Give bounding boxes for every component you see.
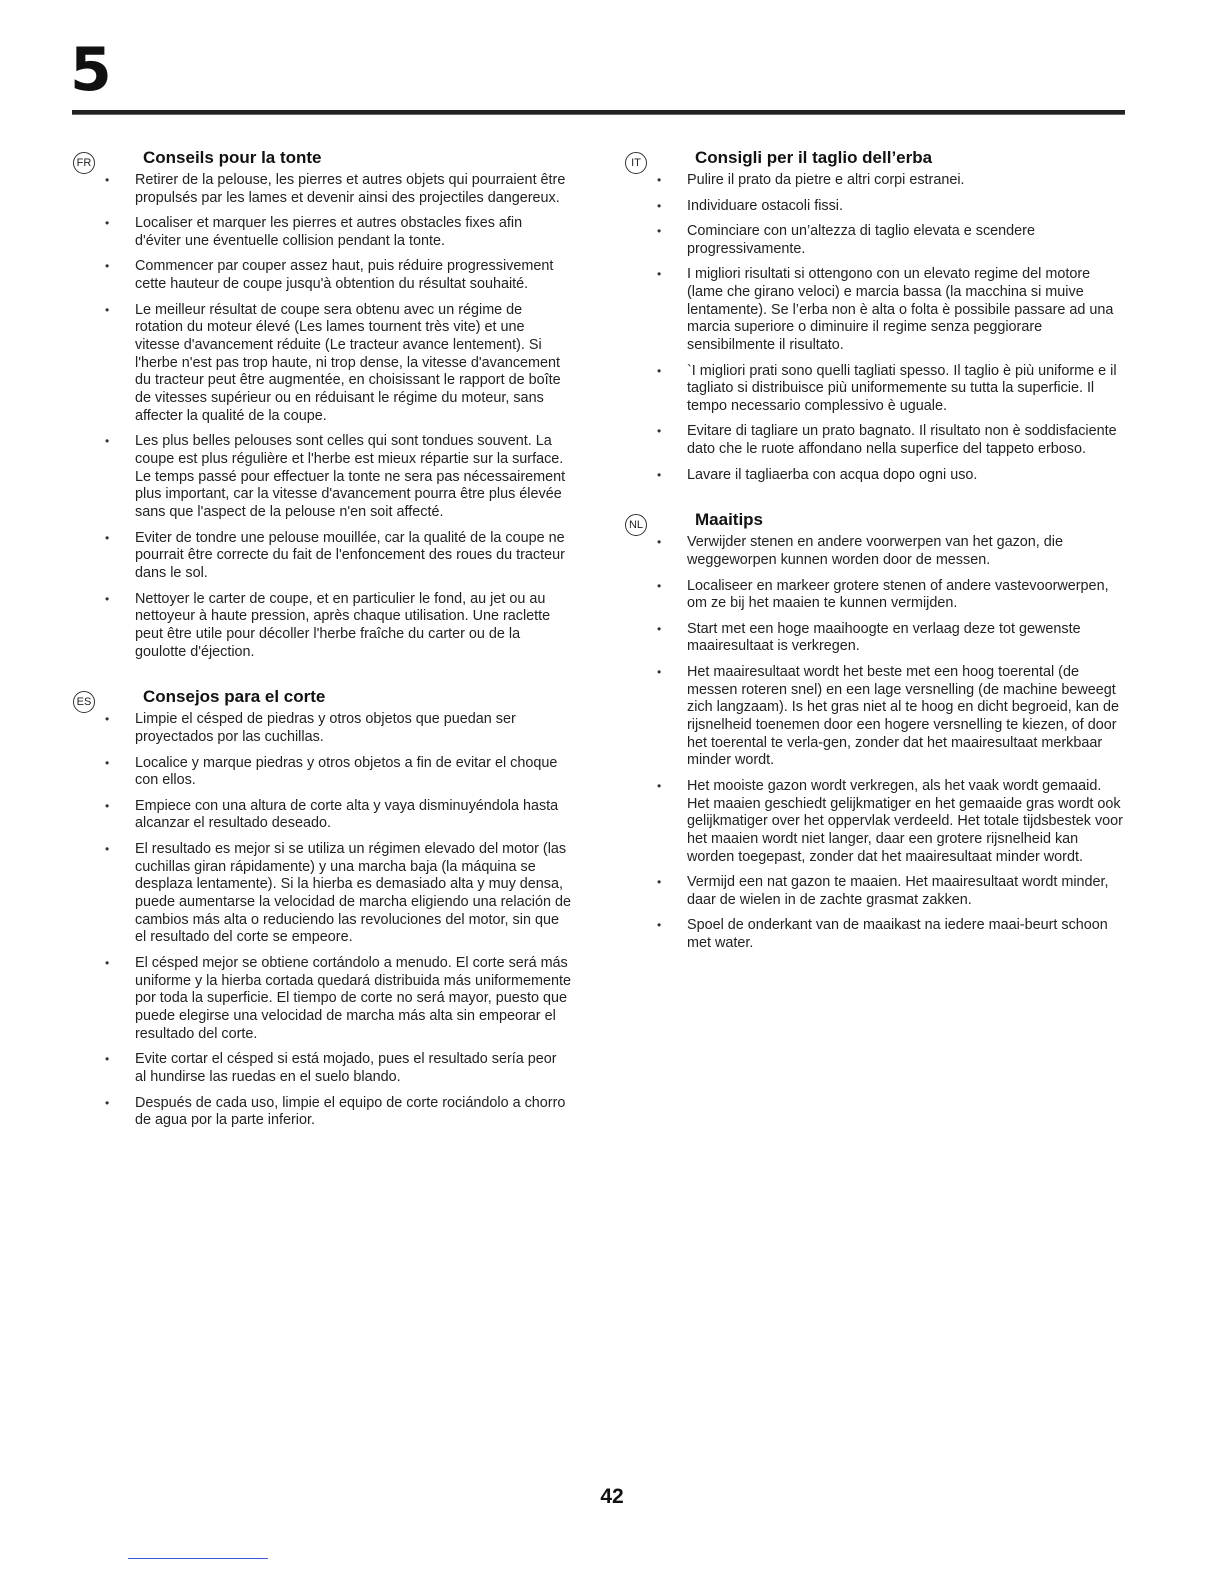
section-nl xyxy=(628,510,1123,953)
bullet-icon: • xyxy=(105,259,110,274)
list-item-text: Het maairesultaat wordt het beste met een hoog toerental (de messen roteren snel) en een lage versnelling (de machine beweegt zich langzaam). Is het gras niet al te hoog en dicht begroeid, kan de rijsnelheid toenemen door een hogere versnelling te kiezen, of door het toerental te verla-gen, zonder dat het maairesultaat merkbaar minder wordt. xyxy=(687,663,1119,769)
bullet-icon: • xyxy=(105,173,110,187)
section-title: Consejos para el corte xyxy=(143,687,326,707)
list-item xyxy=(657,362,1123,416)
section-title: Consigli per il taglio dell’erba xyxy=(695,148,933,167)
footer-rule xyxy=(128,1558,268,1559)
list-item xyxy=(105,433,571,522)
list-item xyxy=(105,590,571,662)
list-item-text: Después de cada uso, limpie el equipo de corte rociándolo a chorro de agua por la parte inferior. xyxy=(135,1094,566,1129)
list-item xyxy=(657,223,1123,258)
list-item-text: Het mooiste gazon wordt verkregen, als het vaak wordt gemaaid. Het maaien geschiedt gelijkmatiger en het gemaaide gras wordt ook gelijkmatiger over het oppervlak verdeeld. Het totale tijdsbestek voor het maaien wordt niet langer, daar een grotere rijsnelheid kan worden toegepast, zonder dat het maairesultaat minder wordt. xyxy=(687,777,1123,865)
list-item-text: Verwijder stenen en andere voorwerpen van het gazon, die weggeworpen kunnen worden door de messen. xyxy=(687,534,1064,569)
list-item xyxy=(105,711,571,746)
list-item xyxy=(657,577,1123,613)
bullet-icon: • xyxy=(105,216,110,231)
bullet-icon: • xyxy=(657,363,662,378)
list-item xyxy=(105,215,571,250)
list-item-text: Eviter de tondre une pelouse mouillée, car la qualité de la coupe ne pourrait être correcte du fait de l'enfoncement des roues du tracteur dans le sol. xyxy=(135,529,565,582)
list-item-text: Vermijd een nat gazon te maaien. Het maairesultaat wordt minder, daar de wielen in de zachte grasmat zakken. xyxy=(687,874,1109,908)
list-item-text: Lavare il tagliaerba con acqua dopo ogni uso. xyxy=(687,466,978,483)
bullet-icon: • xyxy=(105,591,110,606)
list-item-text: Empiece con una altura de corte alta y vaya disminuyéndola hasta alcanzar el resultado deseado. xyxy=(135,797,559,832)
bullet-icon: • xyxy=(657,267,662,282)
section-it xyxy=(631,148,1123,484)
bullet-icon: • xyxy=(657,173,662,187)
left-column xyxy=(76,148,572,1138)
bullet-icon: • xyxy=(105,302,110,317)
bullet-icon: • xyxy=(657,424,662,439)
language-badge-icon: NL xyxy=(625,514,647,536)
bullet-icon: • xyxy=(657,535,662,550)
page-number: 42 xyxy=(600,1485,624,1508)
list-item xyxy=(105,172,571,207)
language-badge-icon: ES xyxy=(73,691,95,713)
bullet-icon: • xyxy=(105,798,110,813)
list-item xyxy=(105,840,572,947)
tips-list xyxy=(105,711,572,1130)
bullet-icon: • xyxy=(657,875,662,890)
bullet-icon: • xyxy=(657,224,662,238)
list-item-text: Le meilleur résultat de coupe sera obtenu avec un régime de rotation du moteur élevé (Les lames tournent très vite) et une vitesse d'avancement réduite (Le tracteur avance lentement). Si l'herbe n'est pas trop haute, ni trop dense, la vitesse d'avancement du tracteur peut être augmentée, en choisissant le rapport de boîte de vitesses supérieur ou en réduisant le régime du moteur, sans affecter la qualité de la coupe. xyxy=(135,301,561,424)
tips-list xyxy=(657,534,1123,953)
bullet-icon: • xyxy=(657,918,662,933)
header-rule xyxy=(72,110,1125,115)
list-item-text: I migliori risultati si ottengono con un elevato regime del motore (lame che girano veloci) e marcia bassa (la macchina si muive lentamente). Se l’erba non è alta o folta è possibile passare ad una marcia superiore o diminuire il regime senza peggiorare sensibilmente il risultato. xyxy=(687,266,1114,354)
list-item xyxy=(105,301,571,426)
list-item xyxy=(657,466,1123,485)
section-fr xyxy=(76,148,571,661)
list-item-text: Cominciare con un’altezza di taglio elevata e scendere progressivamente. xyxy=(687,223,1035,257)
list-item-text: Pulire il prato da pietre e altri corpi estranei. xyxy=(687,172,965,188)
list-item-text: Start met een hoge maaihoogte en verlaag deze tot gewenste maairesultaat is verkregen. xyxy=(687,620,1081,655)
bullet-icon: • xyxy=(105,434,110,449)
list-item xyxy=(657,663,1123,770)
bullet-icon: • xyxy=(105,841,110,856)
bullet-icon: • xyxy=(105,755,110,770)
bullet-icon: • xyxy=(105,530,110,545)
bullet-icon: • xyxy=(657,578,662,593)
list-item-text: Localiser et marquer les pierres et autres obstacles fixes afin d'éviter une éventuelle collision pendant la tonte. xyxy=(135,215,523,249)
list-item-text: Localiseer en markeer grotere stenen of andere vastevoorwerpen, om ze bij het maaien te kunnen vermijden. xyxy=(687,577,1109,612)
bullet-icon: • xyxy=(105,712,110,727)
bullet-icon: • xyxy=(657,621,662,636)
list-item-text: Retirer de la pelouse, les pierres et autres objets qui pourraient être propulsés par les lames et devenir ainsi des projectiles dangereux. xyxy=(135,172,566,206)
tips-list xyxy=(105,172,571,661)
bullet-icon: • xyxy=(657,467,662,482)
list-item-text: El resultado es mejor si se utiliza un régimen elevado del motor (las cuchillas giran rápidamente) y una marcha baja (la máquina se desplaza lentamente). Si la hierba es demasiado alta y muy densa, puede aumentarse la velocidad de marcha eligiendo una relación de cambios más alta o reduciendo las revoluciones del motor, sin que el resultado del corte se empeore. xyxy=(135,840,572,946)
language-badge-icon: IT xyxy=(625,152,647,174)
bullet-icon: • xyxy=(657,778,662,793)
list-item-text: Commencer par couper assez haut, puis réduire progressivement cette hauteur de coupe jusqu'à obtention du résultat souhaité. xyxy=(135,258,554,293)
list-item-text: Individuare ostacoli fissi. xyxy=(687,197,843,214)
bullet-icon: • xyxy=(105,1095,110,1110)
list-item xyxy=(657,534,1123,569)
language-badge-icon: FR xyxy=(73,152,95,174)
section-title: Conseils pour la tonte xyxy=(143,148,322,167)
list-item xyxy=(657,620,1123,656)
list-item xyxy=(105,797,571,833)
bullet-icon: • xyxy=(657,198,662,213)
chapter-number: 5 xyxy=(70,35,112,105)
bullet-icon: • xyxy=(657,664,662,679)
list-item xyxy=(105,258,571,293)
section-es xyxy=(76,687,572,1130)
list-item-text: Localice y marque piedras y otros objetos a fin de evitar el choque con ellos. xyxy=(135,754,558,789)
list-item-text: Evite cortar el césped si está mojado, pues el resultado sería peor al hundirse las ruedas en el suelo blando. xyxy=(135,1051,557,1085)
list-item xyxy=(657,172,1123,190)
bullet-icon: • xyxy=(105,1052,110,1067)
list-item xyxy=(105,529,571,583)
list-item xyxy=(657,266,1123,355)
list-item xyxy=(105,1051,571,1086)
list-item xyxy=(105,954,571,1044)
list-item-text: `I migliori prati sono quelli tagliati spesso. Il taglio è più uniforme e il tagliato si distribuisce più uniformemente su tutta la superficie. Il tempo necessario complessivo è uguale. xyxy=(687,362,1117,414)
bullet-icon: • xyxy=(105,955,110,970)
list-item xyxy=(657,917,1123,952)
list-item-text: El césped mejor se obtiene cortándolo a menudo. El corte será más uniforme y la hierba cortada quedará distribuida más uniformemente por toda la superficie. El tiempo de corte no será mayor, puesto que puede elegirse una velocidad de marcha más alta sin empeorar el resultado del corte. xyxy=(135,954,571,1042)
list-item xyxy=(105,754,571,790)
right-column xyxy=(628,148,1123,961)
list-item-text: Limpie el césped de piedras y otros objetos que puedan ser proyectados por las cuchillas. xyxy=(135,711,516,746)
list-item-text: Nettoyer le carter de coupe, et en particulier le fond, au jet ou au nettoyeur à haute pression, après chaque utilisation. Une raclette peut être utile pour décoller l'herbe fraîche du carter ou de la goulotte d'éjection. xyxy=(135,590,551,660)
list-item xyxy=(657,423,1123,458)
list-item-text: Spoel de onderkant van de maaikast na iedere maai-beurt schoon met water. xyxy=(687,917,1108,952)
list-item-text: Evitare di tagliare un prato bagnato. Il risultato non è soddisfaciente dato che le ruote affondano nella superfice del tappeto erboso. xyxy=(687,423,1117,458)
list-item xyxy=(657,777,1123,867)
tips-list xyxy=(657,172,1123,484)
list-item xyxy=(657,197,1123,216)
section-title: Maaitips xyxy=(695,510,764,530)
list-item xyxy=(657,874,1123,909)
list-item-text: Les plus belles pelouses sont celles qui sont tondues souvent. La coupe est plus régulière et l'herbe est mieux répartie sur la surface. Le temps passé pour effectuer la tonte ne sera pas nécessairement plus important, car la vitesse d'avancement pourra être plus élevée sans que l'aspect de la pelouse n'en soit affecté. xyxy=(135,433,566,521)
list-item xyxy=(105,1094,571,1130)
